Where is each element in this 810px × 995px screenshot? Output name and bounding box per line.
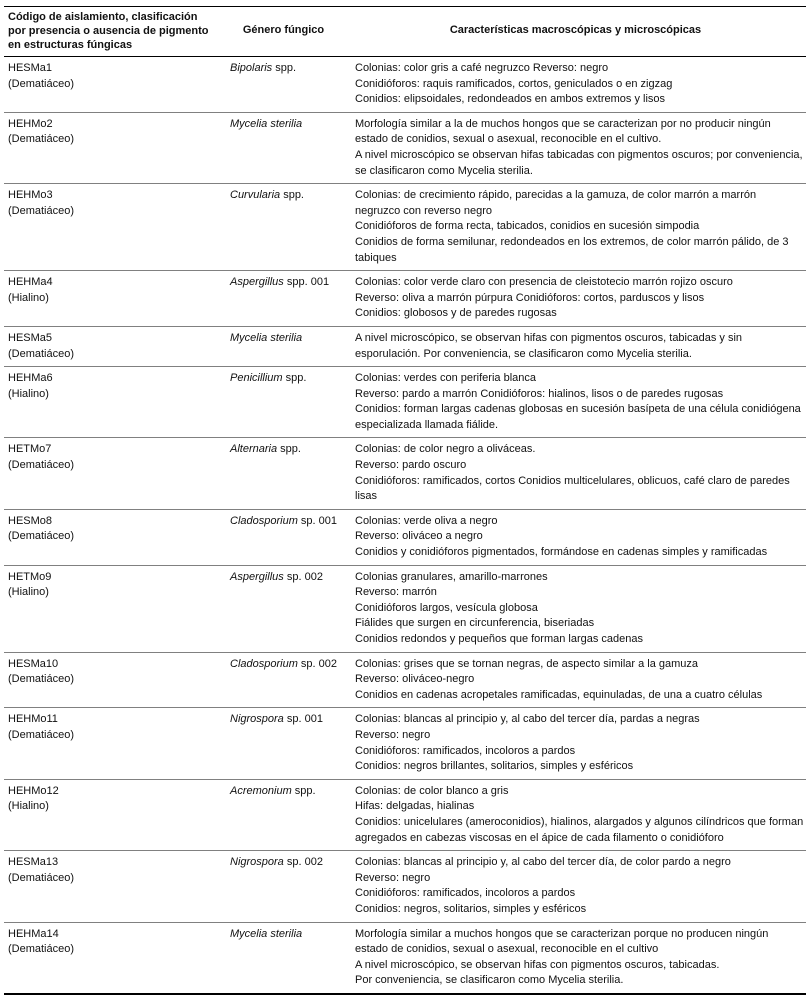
genus-cell xyxy=(222,565,345,652)
feature-line: Conidios de forma semilunar, redondeados en los extremos, de color marrón pálido, de 3 tabiques xyxy=(355,235,789,264)
feature-line: Conidios: negros, solitarios, simples y esféricos xyxy=(355,902,587,915)
genus-cell xyxy=(222,779,345,850)
features-cell xyxy=(345,509,806,565)
feature-line: Conidióforos largos, vesícula globosa xyxy=(355,601,538,614)
feature-line: Conidios en cadenas acropetales ramificadas, equinuladas, de una a cuatro células xyxy=(355,688,763,701)
isolate-code: HEHMa14 xyxy=(8,927,59,940)
isolate-classification: (Dematiáceo) xyxy=(8,728,75,741)
feature-line: Conidióforos: ramificados, incoloros a pardos xyxy=(355,744,576,757)
features-cell xyxy=(345,367,806,438)
features-cell xyxy=(345,565,806,652)
isolate-cell xyxy=(4,922,222,994)
feature-line: Conidios: elipsoidales, redondeados en ambos extremos y lisos xyxy=(355,93,666,106)
feature-line: Reverso: oliváceo a negro xyxy=(355,530,483,543)
isolate-cell xyxy=(4,271,222,327)
features-cell xyxy=(345,184,806,271)
features-cell xyxy=(345,112,806,183)
genus-suffix: sp. 002 xyxy=(283,570,323,583)
isolate-classification: (Dematiáceo) xyxy=(8,204,75,217)
feature-line: Conidios redondos y pequeños que forman largas cadenas xyxy=(355,633,644,645)
header-features: Características macroscópicas y microscópicas xyxy=(449,24,702,36)
feature-line: Colonias: de crecimiento rápido, parecidas a la gamuza, de color marrón a marrón negruzco con reverso negro xyxy=(355,189,757,217)
genus-name: Alternaria xyxy=(230,443,278,456)
table-row xyxy=(4,708,806,779)
isolate-code: HETMo7 xyxy=(8,443,52,456)
feature-line: Conidióforos: raquis ramificados, cortos, geniculados o en zigzag xyxy=(355,77,673,90)
isolate-cell xyxy=(4,851,222,922)
feature-line: Colonias: blancas al principio y, al cabo del tercer día, de color pardo a negro xyxy=(355,856,731,869)
isolate-classification: (Dematiáceo) xyxy=(8,459,75,472)
table-row xyxy=(4,326,806,366)
genus-suffix: spp. xyxy=(282,372,307,385)
features-cell xyxy=(345,57,806,113)
features-cell xyxy=(345,851,806,922)
table-header-row xyxy=(4,7,806,57)
isolate-classification: (Hialino) xyxy=(8,291,49,304)
isolate-cell xyxy=(4,565,222,652)
table-row xyxy=(4,438,806,509)
feature-line: Reverso: negro xyxy=(355,871,431,884)
genus-cell xyxy=(222,184,345,271)
isolate-classification: (Dematiáceo) xyxy=(8,673,75,686)
isolate-classification: (Hialino) xyxy=(8,800,49,813)
table-row xyxy=(4,367,806,438)
isolate-code: HEHMo2 xyxy=(8,117,53,130)
isolate-cell xyxy=(4,112,222,183)
genus-name: Mycelia sterilia xyxy=(230,331,303,344)
genus-name: Aspergillus xyxy=(230,570,284,583)
table-row xyxy=(4,779,806,850)
feature-line: Reverso: oliva a marrón púrpura Conidióforos: cortos, parduscos y lisos xyxy=(355,291,705,304)
isolate-code: HESMa10 xyxy=(8,657,59,670)
feature-line: Conidióforos: ramificados, incoloros a pardos xyxy=(355,887,576,900)
features-cell xyxy=(345,652,806,708)
table-row xyxy=(4,851,806,922)
feature-line: Conidióforos: ramificados, cortos Conidios multicelulares, oblicuos, café claro de paredes lisas xyxy=(355,474,790,503)
isolate-cell xyxy=(4,509,222,565)
genus-cell xyxy=(222,271,345,327)
genus-cell xyxy=(222,652,345,708)
isolate-code: HEHMo3 xyxy=(8,189,53,202)
genus-name: Nigrospora xyxy=(230,856,284,869)
genus-suffix: spp. xyxy=(291,784,316,797)
feature-line: Reverso: pardo a marrón Conidióforos: hialinos, lisos o de paredes rugosas xyxy=(355,387,724,400)
feature-line: Conidios: negros brillantes, solitarios, simples y esféricos xyxy=(355,760,634,773)
table-row xyxy=(4,112,806,183)
isolate-classification: (Hialino) xyxy=(8,586,49,599)
isolate-cell xyxy=(4,367,222,438)
genus-cell xyxy=(222,708,345,779)
genus-cell xyxy=(222,438,345,509)
feature-line: Conidios: forman largas cadenas globosas en sucesión basípeta de una célula conidiógena especializada llamada fiálide. xyxy=(355,403,801,431)
isolate-code: HESMa1 xyxy=(8,62,53,74)
feature-line: Colonias: verdes con periferia blanca xyxy=(355,372,536,385)
table-row xyxy=(4,184,806,271)
genus-cell xyxy=(222,851,345,922)
genus-cell xyxy=(222,57,345,113)
genus-suffix: spp. xyxy=(280,189,304,202)
feature-line: Conidios: unicelulares (ameroconidios), hialinos, alargados y algunos cilíndricos que forman agregados en cabezas viscosas en el ápice de cada filamento o conidióforo xyxy=(355,815,804,844)
isolate-classification: (Dematiáceo) xyxy=(8,133,75,146)
feature-line: Colonias: de color negro a oliváceas. xyxy=(355,443,536,456)
table-row xyxy=(4,565,806,652)
feature-line: Reverso: pardo oscuro xyxy=(355,459,467,472)
genus-name: Penicillium xyxy=(230,372,283,385)
isolate-cell xyxy=(4,708,222,779)
feature-line: Reverso: negro xyxy=(355,728,431,741)
feature-line: Conidióforos de forma recta, tabicados, conidios en sucesión simpodia xyxy=(355,220,700,233)
feature-line: Colonias granulares, amarillo-marrones xyxy=(355,570,548,583)
isolate-classification: (Dematiáceo) xyxy=(8,871,75,884)
genus-name: Curvularia xyxy=(230,189,281,202)
genus-cell xyxy=(222,509,345,565)
isolate-cell xyxy=(4,779,222,850)
genus-cell xyxy=(222,326,345,366)
isolate-code: HEHMa4 xyxy=(8,276,53,289)
feature-line: Por conveniencia, se clasificaron como Mycelia sterilia. xyxy=(355,974,624,987)
isolate-code: HEHMo11 xyxy=(8,713,58,726)
isolate-classification: (Hialino) xyxy=(8,387,49,400)
isolate-code: HEHMa6 xyxy=(8,372,53,385)
genus-suffix: sp. 002 xyxy=(283,856,323,869)
feature-line: Fiálides que surgen en circunferencia, biseriadas xyxy=(355,617,595,630)
feature-line: A nivel microscópico se observan hifas tabicadas con pigmentos oscuros; por conveniencia, se clasificaron como Mycelia sterilia. xyxy=(355,148,803,177)
feature-line: Conidios y conidióforos pigmentados, formándose en cadenas simples y ramificadas xyxy=(355,546,768,559)
feature-line: Colonias: color gris a café negruzco Reverso: negro xyxy=(355,62,609,74)
features-cell xyxy=(345,326,806,366)
table-body xyxy=(4,57,806,994)
header-genus: Género fúngico xyxy=(242,24,325,36)
isolate-code: HESMo8 xyxy=(8,514,53,527)
genus-name: Nigrospora xyxy=(230,713,284,726)
feature-line: Colonias: de color blanco a gris xyxy=(355,784,509,797)
isolate-cell xyxy=(4,57,222,113)
feature-line: A nivel microscópico, se observan hifas con pigmentos oscuros, tabicadas. xyxy=(355,958,720,971)
genus-cell xyxy=(222,112,345,183)
isolate-cell xyxy=(4,326,222,366)
genus-name: Aspergillus xyxy=(230,276,284,289)
feature-line: Colonias: grises que se tornan negras, de aspecto similar a la gamuza xyxy=(355,657,699,670)
features-cell xyxy=(345,708,806,779)
genus-suffix: sp. 002 xyxy=(297,657,338,670)
genus-cell xyxy=(222,367,345,438)
genus-cell xyxy=(222,922,345,994)
feature-line: Morfología similar a muchos hongos que se caracterizan porque no producen ningún estado de conidios, sexual o asexual, reconocible en el cultivo xyxy=(355,927,769,956)
isolate-code: HEHMo12 xyxy=(8,784,59,797)
genus-name: Cladosporium xyxy=(230,657,298,670)
table-row xyxy=(4,652,806,708)
genus-suffix: sp. 001 xyxy=(297,514,338,527)
isolate-classification: (Dematiáceo) xyxy=(8,530,75,543)
genus-name: Acremonium xyxy=(230,784,292,797)
feature-line: Morfología similar a la de muchos hongos que se caracterizan por no producir ningún estado de conidios, sexual o asexual, reconocible en el cultivo. xyxy=(355,117,771,146)
table-row xyxy=(4,271,806,327)
feature-line: A nivel microscópico, se observan hifas con pigmentos oscuros, tabicadas y sin esporulación. Por conveniencia, se clasificaron como Mycelia sterilia. xyxy=(355,331,743,360)
feature-line: Colonias: color verde claro con presencia de cleistotecio marrón rojizo oscuro xyxy=(355,276,733,289)
features-cell xyxy=(345,271,806,327)
genus-name: Mycelia sterilia xyxy=(230,117,303,130)
feature-line: Colonias: blancas al principio y, al cabo del tercer día, pardas a negras xyxy=(355,713,700,726)
isolate-code: HESMa5 xyxy=(8,331,53,344)
feature-line: Reverso: oliváceo-negro xyxy=(355,673,475,686)
genus-suffix: spp. xyxy=(277,443,301,456)
feature-line: Hifas: delgadas, hialinas xyxy=(355,800,475,813)
isolate-cell xyxy=(4,438,222,509)
genus-suffix: sp. 001 xyxy=(283,713,323,726)
features-cell xyxy=(345,922,806,994)
fungi-table xyxy=(4,6,806,995)
genus-suffix: spp. xyxy=(272,62,297,74)
isolate-code: HESMa13 xyxy=(8,856,59,869)
table-row xyxy=(4,922,806,994)
features-cell xyxy=(345,438,806,509)
genus-suffix: spp. 001 xyxy=(283,276,330,289)
genus-name: Mycelia sterilia xyxy=(230,927,303,940)
features-cell xyxy=(345,779,806,850)
isolate-cell xyxy=(4,652,222,708)
isolate-classification: (Dematiáceo) xyxy=(8,347,75,360)
header-code: Código de aislamiento, clasificación por presencia o ausencia de pigmento en estructuras fúngicas xyxy=(8,11,209,51)
table-row xyxy=(4,509,806,565)
isolate-code: HETMo9 xyxy=(8,570,52,583)
isolate-classification: (Dematiáceo) xyxy=(8,77,75,90)
genus-name: Cladosporium xyxy=(230,514,298,527)
isolate-classification: (Dematiáceo) xyxy=(8,943,75,956)
feature-line: Reverso: marrón xyxy=(355,586,437,599)
isolate-cell xyxy=(4,184,222,271)
feature-line: Colonias: verde oliva a negro xyxy=(355,514,498,527)
feature-line: Conidios: globosos y de paredes rugosas xyxy=(355,307,557,320)
table-row xyxy=(4,57,806,113)
genus-name: Bipolaris xyxy=(230,62,273,74)
